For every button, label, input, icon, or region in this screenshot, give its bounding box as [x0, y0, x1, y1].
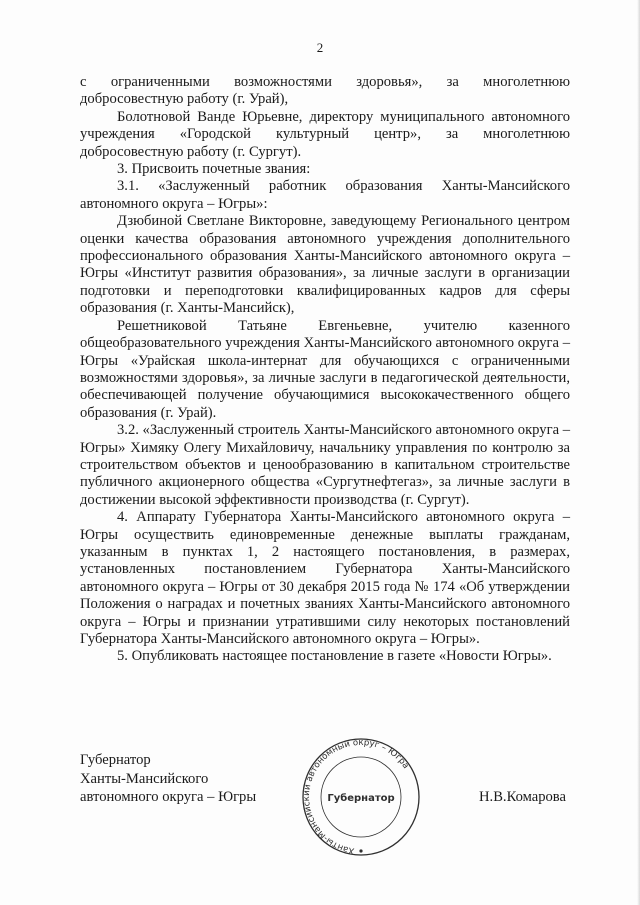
signature-block	[80, 751, 256, 807]
paragraph: 3. Присвоить почетные звания:	[117, 161, 311, 178]
document-body	[80, 74, 570, 666]
signer-title-line: Губернатор	[80, 752, 151, 768]
paragraph: 3.2. «Заслуженный строитель Ханты-Мансийского автономного округа – Югры» Химяку Олегу Михайловичу, начальнику управления по контролю за строительством объектов и ценообразованию в капитальном строительстве публичного акционерного общества «Сургутнефтегаз», за личные заслуги в достижении высокой эффективности производства (г. Сургут).	[80, 422, 570, 508]
seal-ring-text: Ханты-Мансийский автономный округ – Югра	[301, 737, 411, 856]
paragraph: Решетниковой Татьяне Евгеньевне, учителю казенного общеобразовательного учреждения Ханты-Мансийского автономного округа – Югры «Урайская школа-интернат для обучающихся с ограниченными возможностями здоровья», за личные заслуги в педагогической деятельности, обеспечивающей получение обучающимися высококачественного общего образования (г. Урай).	[80, 317, 570, 421]
paragraph: 3.1. «Заслуженный работник образования Ханты-Мансийского автономного округа – Югры»:	[80, 178, 570, 212]
paragraph: 4. Аппарату Губернатора Ханты-Мансийского автономного округа – Югры осуществить единовременные денежные выплаты гражданам, указанным в пунктах 1, 2 настоящего постановления, в размерах, установленных постановлением Губернатора Ханты-Мансийского автономного округа – Югры от 30 декабря 2015 года № 174 «Об утверждении Положения о наградах и почетных званиях Ханты-Мансийского автономного округа – Югры и признании утратившими силу некоторых постановлений Губернатора Ханты-Мансийского автономного округа – Югры».	[80, 509, 570, 647]
signer-title-line: автономного округа – Югры	[80, 789, 257, 805]
signer-title-line: Ханты-Мансийского	[80, 770, 209, 787]
paragraph: с ограниченными возможностями здоровья», за многолетнюю добросовестную работу (г. Урай),	[80, 74, 570, 108]
seal-dot-icon	[359, 849, 362, 852]
paragraph: 5. Опубликовать настоящее постановление в газете «Новости Югры».	[117, 648, 552, 665]
paragraph: Дзюбиной Светлане Викторовне, заведующему Регионального центром оценки качества образования автономного учреждения дополнительного профессионального образования Ханты-Мансийского автономного округа – Югры «Институт развития образования», за личные заслуги в организации подготовки и переподготовки квалифицированных кадров для сферы образования (г. Ханты-Мансийск),	[80, 213, 570, 317]
seal-center-text: Губернатор	[327, 793, 395, 804]
official-seal	[301, 728, 421, 868]
page-number: 2	[316, 40, 324, 55]
signer-name: Н.В.Комарова	[479, 789, 566, 805]
paragraph: Болотновой Ванде Юрьевне, директору муниципального автономного учреждения «Городской культурный центр», за многолетнюю добросовестную работу (г. Сургут).	[80, 108, 570, 160]
